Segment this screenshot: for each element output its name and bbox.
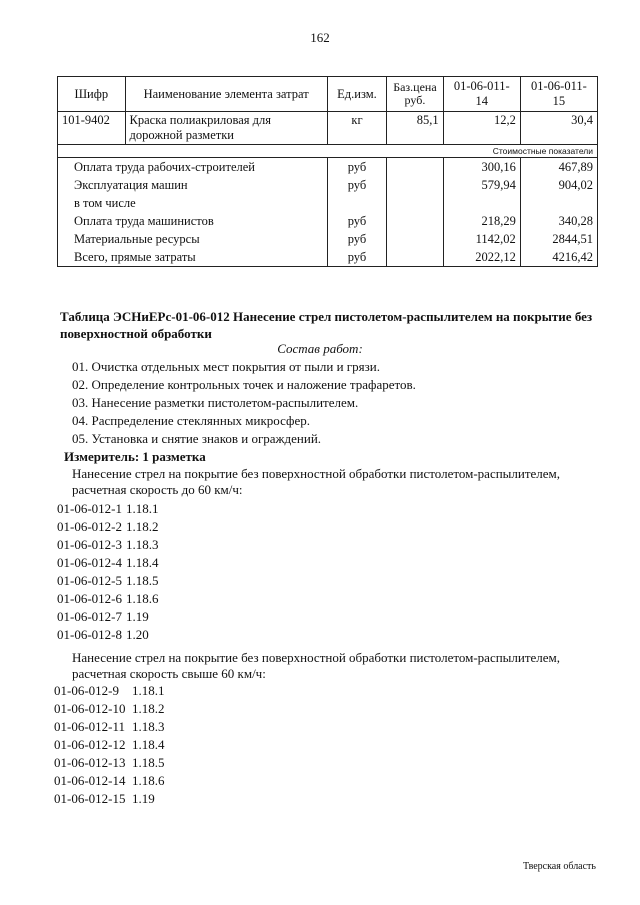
- list-item: [54, 790, 165, 808]
- summary-row: [58, 248, 598, 267]
- summary-v1: 1142,02: [443, 230, 520, 248]
- summary-v2: 340,28: [520, 212, 597, 230]
- summary-unit: [327, 194, 386, 212]
- header-base-price-line2: руб.: [404, 93, 426, 107]
- summary-v1: 300,16: [443, 158, 520, 177]
- section-label: Стоимостные показатели: [58, 145, 598, 158]
- code: 01-06-012-9: [54, 683, 119, 698]
- header-base-price-line1: Баз.цена: [393, 80, 437, 94]
- summary-label: Оплата труда машинистов: [58, 212, 328, 230]
- list-item: [57, 518, 159, 536]
- material-v2: 30,4: [520, 112, 597, 145]
- list-item: [57, 500, 159, 518]
- summary-v2: 467,89: [520, 158, 597, 177]
- ref: 1.18.4: [132, 737, 165, 752]
- header-col2: 01-06-011-15: [520, 77, 597, 112]
- summary-row: [58, 158, 598, 177]
- summary-unit: руб: [327, 230, 386, 248]
- cost-table: [57, 76, 598, 267]
- summary-v2: 4216,42: [520, 248, 597, 267]
- work-item: 04. Распределение стеклянных микросфер.: [72, 413, 310, 428]
- summary-v2: 904,02: [520, 176, 597, 194]
- code: 01-06-012-12: [54, 737, 126, 752]
- list-item: [57, 536, 159, 554]
- ref: 1.18.5: [126, 573, 159, 588]
- material-unit: кг: [327, 112, 386, 145]
- summary-label: Эксплуатация машин: [58, 176, 328, 194]
- header-col1: 01-06-011-14: [443, 77, 520, 112]
- summary-label: Материальные ресурсы: [58, 230, 328, 248]
- ref: 1.18.2: [132, 701, 165, 716]
- sostav-title: Состав работ:: [277, 341, 363, 356]
- summary-v1: 579,94: [443, 176, 520, 194]
- summary-row: [58, 230, 598, 248]
- code: 01-06-012-14: [54, 773, 126, 788]
- list-item: [54, 700, 165, 718]
- summary-unit: руб: [327, 158, 386, 177]
- group1-description: Нанесение стрел на покрытие без поверхностной обработки пистолетом-распылителем, расчетная скорость до 60 км/ч:: [72, 466, 561, 497]
- summary-v1: 2022,12: [443, 248, 520, 267]
- list-item: [57, 608, 159, 626]
- summary-label: Оплата труда рабочих-строителей: [58, 158, 328, 177]
- list-item: [54, 718, 165, 736]
- work-item: 05. Установка и снятие знаков и ограждений.: [72, 431, 322, 446]
- code: 01-06-012-6: [57, 591, 122, 606]
- summary-empty: [387, 248, 443, 267]
- group2-code-list: [54, 682, 165, 808]
- code: 01-06-012-7: [57, 609, 122, 624]
- code: 01-06-012-4: [57, 555, 122, 570]
- code: 01-06-012-15: [54, 791, 126, 806]
- ref: 1.18.3: [126, 537, 159, 552]
- section-label-row: [58, 145, 598, 158]
- header-base-price: [387, 77, 443, 112]
- table-heading: Таблица ЭСНиЕРс-01-06-012 Нанесение стрел пистолетом-распылителем на покрытие без поверхностной обработки: [60, 309, 593, 341]
- work-item: 03. Нанесение разметки пистолетом-распылителем.: [72, 395, 359, 410]
- ref: 1.18.4: [126, 555, 159, 570]
- summary-unit: руб: [327, 176, 386, 194]
- ref: 1.18.6: [132, 773, 165, 788]
- summary-empty: [387, 230, 443, 248]
- material-base-price: 85,1: [387, 112, 443, 145]
- list-item: [57, 590, 159, 608]
- list-item: [54, 736, 165, 754]
- summary-empty: [387, 212, 443, 230]
- code: 01-06-012-13: [54, 755, 126, 770]
- group1-code-list: [57, 500, 159, 644]
- list-item: [54, 772, 165, 790]
- material-code: 101-9402: [58, 112, 126, 145]
- header-name: Наименование элемента затрат: [125, 77, 327, 112]
- work-item: 01. Очистка отдельных мест покрытия от пыли и грязи.: [72, 359, 380, 374]
- summary-unit: руб: [327, 248, 386, 267]
- code: 01-06-012-8: [57, 627, 122, 642]
- summary-label: Всего, прямые затраты: [58, 248, 328, 267]
- material-row: [58, 112, 598, 145]
- summary-v2: [520, 194, 597, 212]
- material-v1: 12,2: [443, 112, 520, 145]
- ref: 1.18.5: [132, 755, 165, 770]
- code: 01-06-012-10: [54, 701, 126, 716]
- summary-row: [58, 194, 598, 212]
- ref: 1.18.1: [126, 501, 159, 516]
- summary-empty: [387, 176, 443, 194]
- summary-empty: [387, 158, 443, 177]
- summary-unit: руб: [327, 212, 386, 230]
- page-number: 162: [310, 30, 330, 45]
- summary-row: [58, 212, 598, 230]
- list-item: [54, 754, 165, 772]
- footer-region: Тверская область: [522, 861, 596, 872]
- summary-v2: 2844,51: [520, 230, 597, 248]
- header-unit: Ед.изм.: [327, 77, 386, 112]
- ref: 1.19: [126, 609, 149, 624]
- code: 01-06-012-11: [54, 719, 126, 734]
- ref: 1.18.2: [126, 519, 159, 534]
- material-name: Краска полиакриловая для дорожной разметки: [125, 112, 327, 145]
- list-item: [57, 554, 159, 572]
- ref: 1.18.1: [132, 683, 165, 698]
- list-item: [57, 572, 159, 590]
- ref: 1.20: [126, 627, 149, 642]
- ref: 1.18.3: [132, 719, 165, 734]
- ref: 1.19: [132, 791, 155, 806]
- code: 01-06-012-1: [57, 501, 122, 516]
- group2-description: Нанесение стрел на покрытие без поверхностной обработки пистолетом-распылителем, расчетная скорость свыше 60 км/ч:: [72, 650, 561, 681]
- summary-empty: [387, 194, 443, 212]
- meter: Измеритель: 1 разметка: [64, 449, 206, 464]
- summary-v1: 218,29: [443, 212, 520, 230]
- code: 01-06-012-5: [57, 573, 122, 588]
- code: 01-06-012-2: [57, 519, 122, 534]
- summary-row: [58, 176, 598, 194]
- header-code: Шифр: [58, 77, 126, 112]
- work-item: 02. Определение контрольных точек и наложение трафаретов.: [72, 377, 416, 392]
- ref: 1.18.6: [126, 591, 159, 606]
- list-item: [54, 682, 165, 700]
- summary-label: в том числе: [58, 194, 328, 212]
- list-item: [57, 626, 159, 644]
- works-list: [72, 358, 416, 448]
- summary-v1: [443, 194, 520, 212]
- code: 01-06-012-3: [57, 537, 122, 552]
- table-header-row: [58, 77, 598, 112]
